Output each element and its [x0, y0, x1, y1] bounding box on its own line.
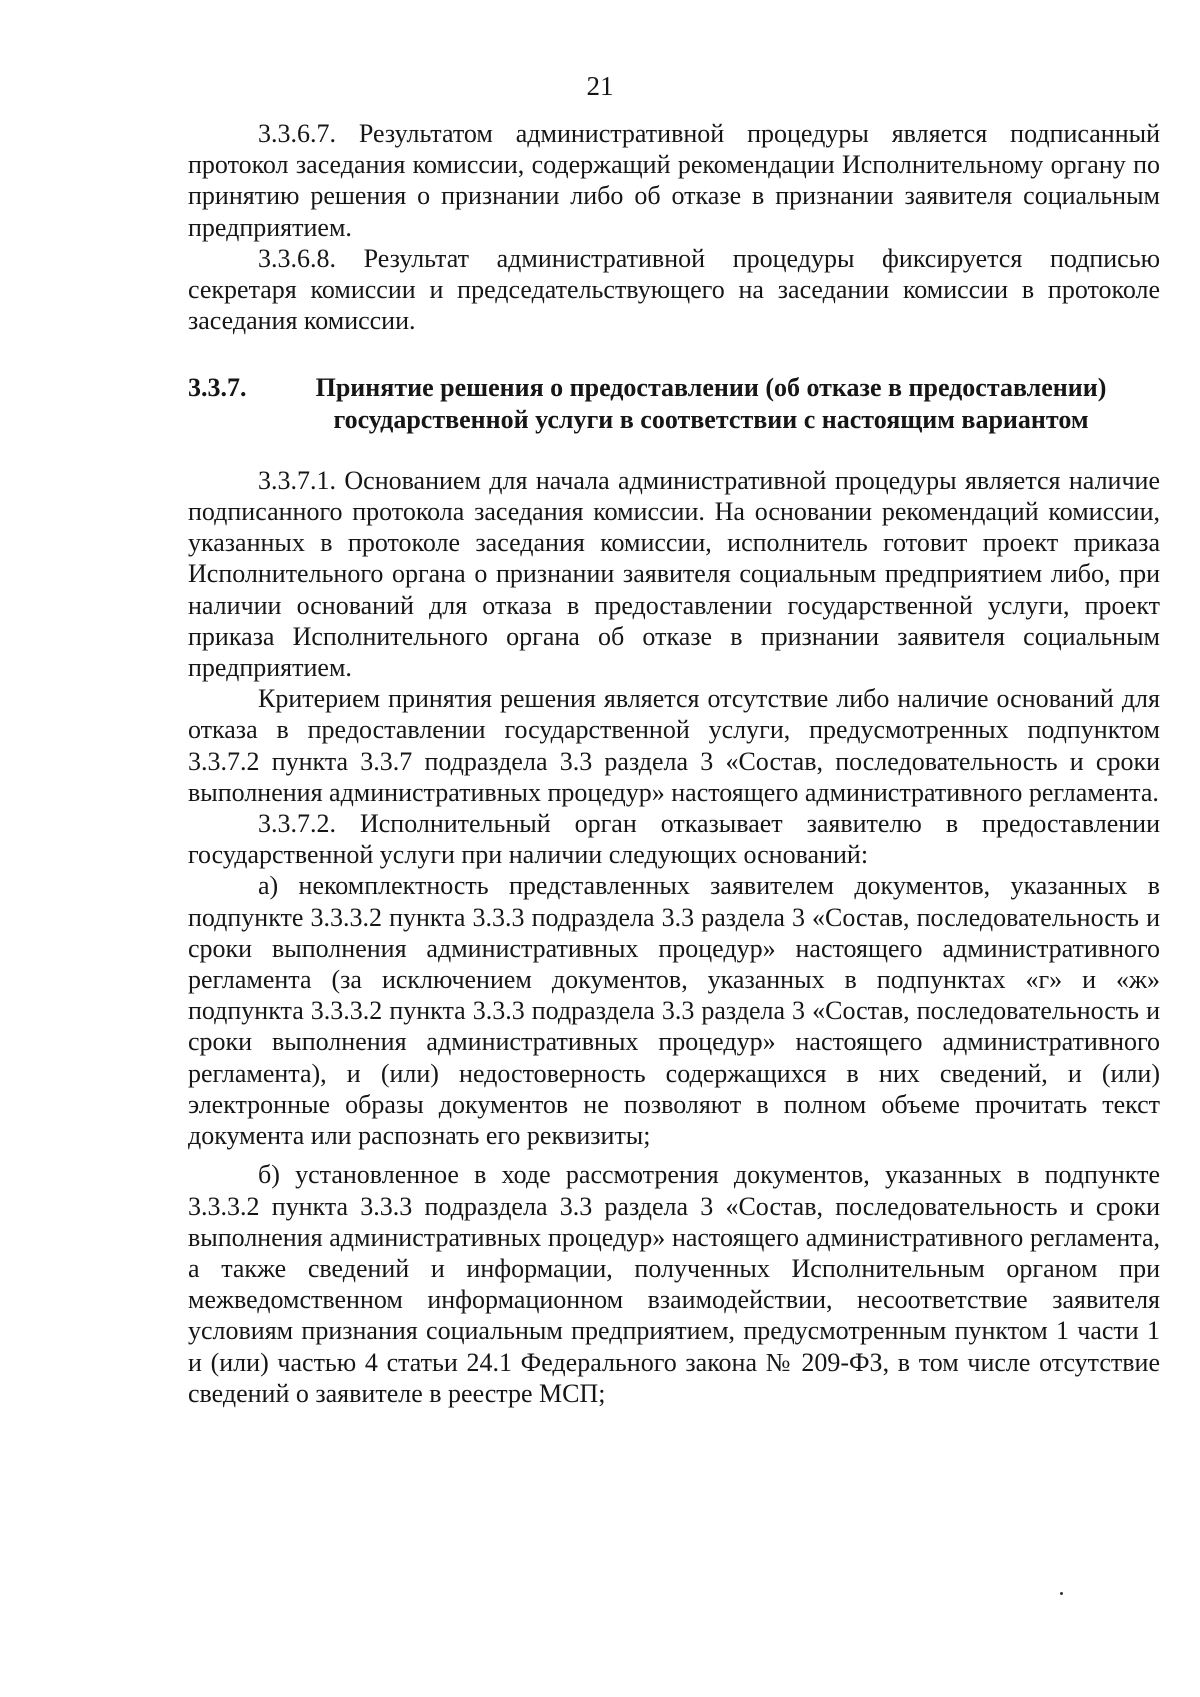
paragraph-3-3-6-8: 3.3.6.8. Результат административной процедуры фиксируется подписью секретаря комиссии и председательствующего на заседании комиссии в протоколе заседания комиссии. [188, 243, 1160, 336]
scan-speck [1060, 1592, 1063, 1595]
list-item-a: а) некомплектность представленных заявителем документов, указанных в подпункте 3.3.3.2 пункта 3.3.3 подраздела 3.3 раздела 3 «Состав, последовательность и сроки выполнения административных процедур» настоящего административного регламента (за исключением документов, указанных в подпунктах «г» и «ж» подпункта 3.3.3.2 пункта 3.3.3 подраздела 3.3 раздела 3 «Состав, последовательность и сроки выполнения административных процедур» настоящего административного регламента), и (или) недостоверность содержащихся в них сведений, и (или) электронные образы документов не позволяют в полном объеме прочитать текст документа или распознать его реквизиты; [188, 871, 1160, 1151]
document-body [188, 118, 1160, 1409]
section-title: Принятие решения о предоставлении (об отказе в предоставлении) государственной услуги в соответствии с настоящим вариантом [315, 373, 1107, 434]
paragraph-3-3-6-7: 3.3.6.7. Результатом административной процедуры является подписанный протокол заседания комиссии, содержащий рекомендации Исполнительному органу по принятию решения о признании либо об отказе в признании заявителя социальным предприятием. [188, 119, 1160, 242]
section-heading [188, 372, 1160, 434]
section-number: 3.3.7. [188, 373, 247, 403]
page-number: 21 [586, 71, 614, 101]
paragraph-3-3-7-2: 3.3.7.2. Исполнительный орган отказывает заявителю в предоставлении государственной услуги при наличии следующих оснований: [188, 809, 1160, 870]
paragraph-3-3-7-1: 3.3.7.1. Основанием для начала административной процедуры является наличие подписанного протокола заседания комиссии. На основании рекомендаций комиссии, указанных в протоколе заседания комиссии, исполнитель готовит проект приказа Исполнительного органа о признании заявителя социальным предприятием либо, при наличии оснований для отказа в предоставлении государственной услуги, проект приказа Исполнительного органа об отказе в признании заявителя социальным предприятием. [188, 465, 1160, 683]
paragraph-decision-criterion: Критерием принятия решения является отсутствие либо наличие оснований для отказа в предоставлении государственной услуги, предусмотренных подпунктом 3.3.7.2 пункта 3.3.7 подраздела 3.3 раздела 3 «Состав, последовательность и сроки выполнения административных процедур» настоящего административного регламента. [188, 684, 1160, 807]
list-item-b: б) установленное в ходе рассмотрения документов, указанных в подпункте 3.3.3.2 пункта 3.3.3 подраздела 3.3 раздела 3 «Состав, последовательность и сроки выполнения административных процедур» настоящего административного регламента, а также сведений и информации, полученных Исполнительным органом при межведомственном информационном взаимодействии, несоответствие заявителя условиям признания социальным предприятием, предусмотренным пунктом 1 части 1 и (или) частью 4 статьи 24.1 Федерального закона № 209-ФЗ, в том числе отсутствие сведений о заявителе в реестре МСП; [188, 1160, 1160, 1408]
